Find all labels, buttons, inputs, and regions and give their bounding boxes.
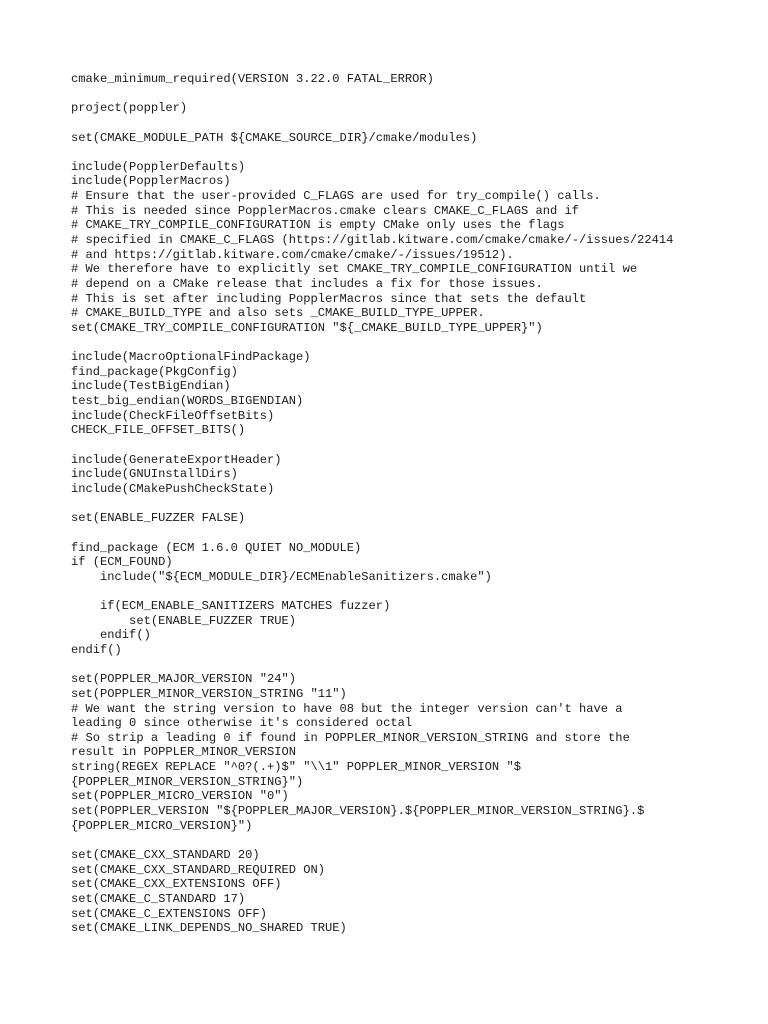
code-line: set(CMAKE_C_STANDARD 17) [71, 891, 246, 906]
code-line: endif() [71, 628, 151, 643]
code-line: cmake_minimum_required(VERSION 3.22.0 FATAL_ERROR) [71, 72, 434, 86]
blank-line [71, 497, 761, 512]
code-line: # CMAKE_TRY_COMPILE_CONFIGURATION is empty CMake only uses the flags [71, 218, 565, 233]
code-line: set(CMAKE_LINK_DEPENDS_NO_SHARED TRUE) [71, 921, 347, 936]
code-line: include(MacroOptionalFindPackage) [71, 350, 311, 365]
code-line: include(PopplerMacros) [71, 174, 231, 189]
code-line: set(CMAKE_CXX_STANDARD 20) [71, 847, 260, 862]
code-line: if (ECM_FOUND) [71, 555, 173, 570]
code-line: # We want the string version to have 08 but the integer version can't have a [71, 701, 623, 716]
code-line: include("${ECM_MODULE_DIR}/ECMEnableSanitizers.cmake") [71, 569, 492, 584]
code-line: set(ENABLE_FUZZER TRUE) [71, 613, 296, 628]
code-line: find_package (ECM 1.6.0 QUIET NO_MODULE) [71, 540, 362, 555]
code-line: set(CMAKE_CXX_STANDARD_REQUIRED ON) [71, 862, 326, 877]
code-line: {POPPLER_MINOR_VERSION_STRING}") [71, 774, 304, 789]
code-line: set(CMAKE_MODULE_PATH ${CMAKE_SOURCE_DIR}/cmake/modules) [71, 130, 478, 145]
code-line: # CMAKE_BUILD_TYPE and also sets _CMAKE_BUILD_TYPE_UPPER. [71, 306, 485, 321]
blank-line [71, 87, 761, 102]
code-line: include(GenerateExportHeader) [71, 452, 282, 467]
code-line: if(ECM_ENABLE_SANITIZERS MATCHES fuzzer) [71, 599, 391, 614]
code-line: include(PopplerDefaults) [71, 159, 246, 174]
code-listing [71, 72, 761, 936]
code-line: include(TestBigEndian) [71, 379, 231, 394]
code-line: set(CMAKE_CXX_EXTENSIONS OFF) [71, 877, 282, 892]
code-line: include(GNUInstallDirs) [71, 467, 238, 482]
code-line: {POPPLER_MICRO_VERSION}") [71, 818, 253, 833]
code-line: # We therefore have to explicitly set CMAKE_TRY_COMPILE_CONFIGURATION until we [71, 262, 638, 277]
code-line: # Ensure that the user-provided C_FLAGS are used for try_compile() calls. [71, 189, 601, 204]
code-line: # This is set after including PopplerMacros since that sets the default [71, 291, 587, 306]
code-line: # This is needed since PopplerMacros.cmake clears CMAKE_C_FLAGS and if [71, 203, 580, 218]
blank-line [71, 658, 761, 673]
code-line: # specified in CMAKE_C_FLAGS (https://gitlab.kitware.com/cmake/cmake/-/issues/22414 [71, 233, 674, 248]
code-line: leading 0 since otherwise it's considered octal [71, 716, 413, 731]
code-line: find_package(PkgConfig) [71, 364, 238, 379]
code-line: string(REGEX REPLACE "^0?(.+)$" "\\1" POPPLER_MINOR_VERSION "$ [71, 760, 521, 775]
code-line: test_big_endian(WORDS_BIGENDIAN) [71, 394, 304, 409]
code-line: include(CheckFileOffsetBits) [71, 408, 275, 423]
blank-line [71, 833, 761, 848]
blank-line [71, 526, 761, 541]
code-line: set(ENABLE_FUZZER FALSE) [71, 511, 246, 526]
code-line: # So strip a leading 0 if found in POPPLER_MINOR_VERSION_STRING and store the [71, 730, 630, 745]
code-line: # and https://gitlab.kitware.com/cmake/cmake/-/issues/19512). [71, 247, 514, 262]
code-line: set(CMAKE_C_EXTENSIONS OFF) [71, 906, 267, 921]
code-line: set(POPPLER_MINOR_VERSION_STRING "11") [71, 686, 347, 701]
code-line: project(poppler) [71, 101, 188, 116]
blank-line [71, 584, 761, 599]
code-line: result in POPPLER_MINOR_VERSION [71, 745, 296, 760]
code-line: set(POPPLER_MICRO_VERSION "0") [71, 789, 289, 804]
code-line: # depend on a CMake release that includes a fix for those issues. [71, 276, 543, 291]
code-line: set(CMAKE_TRY_COMPILE_CONFIGURATION "${_CMAKE_BUILD_TYPE_UPPER}") [71, 320, 543, 335]
blank-line [71, 116, 761, 131]
blank-line [71, 336, 761, 351]
code-line: set(POPPLER_MAJOR_VERSION "24") [71, 672, 296, 687]
blank-line [71, 145, 761, 160]
code-line: CHECK_FILE_OFFSET_BITS() [71, 423, 246, 438]
code-line: set(POPPLER_VERSION "${POPPLER_MAJOR_VERSION}.${POPPLER_MINOR_VERSION_STRING}.$ [71, 804, 645, 819]
blank-line [71, 438, 761, 453]
code-line: endif() [71, 642, 122, 657]
code-line: include(CMakePushCheckState) [71, 481, 275, 496]
